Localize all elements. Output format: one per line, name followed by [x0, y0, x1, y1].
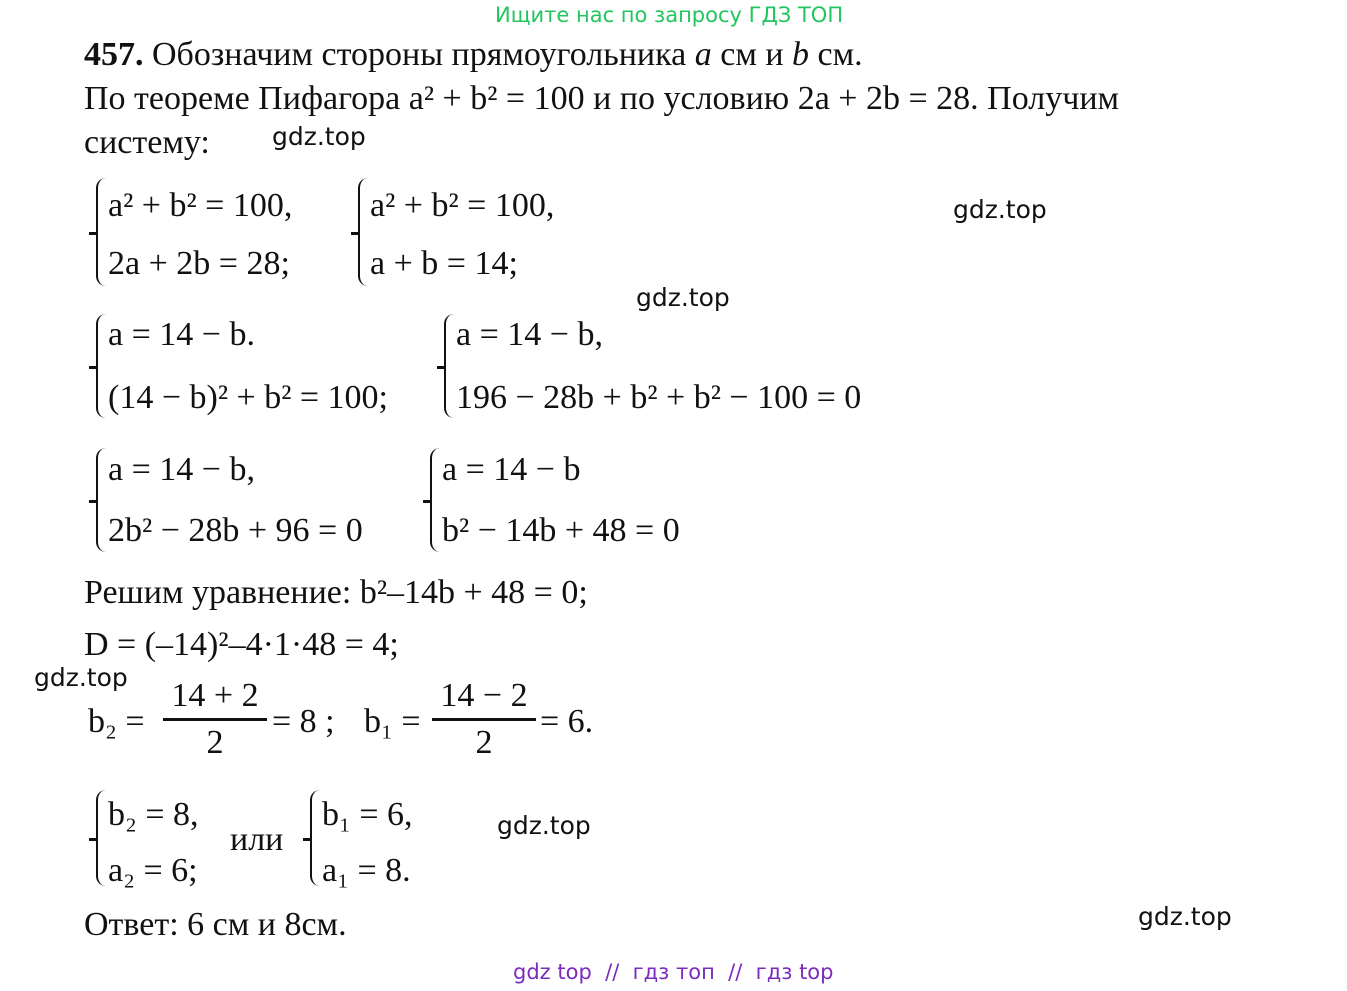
problem-number: 457. [84, 36, 144, 73]
root-b1-denominator: 2 [475, 723, 493, 761]
root-b2-rhs: = 8 ; [272, 703, 335, 740]
watermark: gdz.top [1138, 902, 1232, 931]
system-7-row-2: a₂ = 6; [108, 852, 198, 889]
cm-end: см. [817, 36, 863, 73]
system-1-row-2: 2a + 2b = 28; [108, 245, 290, 282]
solve-equation: b²–14b + 48 = 0; [359, 574, 588, 611]
system-8-row-1: b₁ = 6, [322, 796, 413, 833]
solve-label: Решим уравнение: [84, 574, 352, 611]
system-4-row-1: a = 14 − b, [456, 316, 603, 353]
watermark: gdz.top [497, 811, 591, 840]
system-5-row-2: 2b² − 28b + 96 = 0 [108, 512, 363, 549]
cm-and: см и [720, 36, 784, 73]
fraction-bar [432, 718, 536, 721]
watermark: gdz.top [34, 663, 128, 692]
system-1-row-1: a² + b² = 100, [108, 187, 293, 224]
system-7-row-1: b₂ = 8, [108, 796, 199, 833]
or-connector: или [230, 821, 284, 858]
system-6-row-1: a = 14 − b [442, 451, 581, 488]
discriminant: D = (–14)²–4·1·48 = 4; [84, 626, 399, 663]
pythagoras-equation: a² + b² = 100 [408, 80, 585, 117]
line2-suffix: Получим [987, 80, 1120, 117]
answer: Ответ: 6 см и 8см. [84, 906, 347, 943]
intro-text: Обозначим стороны прямоугольника [152, 36, 687, 73]
system-2-row-2: a + b = 14; [370, 245, 518, 282]
perimeter-equation: 2a + 2b = 28. [797, 80, 979, 117]
solve-line [84, 573, 588, 613]
line2-prefix: По теореме Пифагора [84, 80, 401, 117]
root-b1-fraction [432, 676, 536, 763]
system-3-row-1: a = 14 − b. [108, 316, 255, 353]
watermark: gdz.top [636, 283, 730, 312]
system-4-row-2: 196 − 28b + b² + b² − 100 = 0 [456, 379, 862, 416]
system-3-row-2: (14 − b)² + b² = 100; [108, 379, 389, 416]
system-2-row-1: a² + b² = 100, [370, 187, 555, 224]
footer-links: gdz top // гдз топ // гдз top [513, 960, 834, 984]
root-b1-lhs: b₁ = [364, 703, 421, 740]
line2-mid: и по условию [593, 80, 790, 117]
problem-statement-line-1 [84, 35, 863, 75]
root-b2-denominator: 2 [206, 723, 224, 761]
watermark: gdz.top [272, 122, 366, 151]
system-5-row-1: a = 14 − b, [108, 451, 255, 488]
root-b2-numerator: 14 + 2 [171, 677, 259, 714]
system-8-row-2: a₁ = 8. [322, 852, 411, 889]
top-banner: Ищите нас по запросу ГДЗ ТОП [495, 3, 844, 27]
problem-statement-line-2 [84, 79, 1119, 119]
problem-statement-line-3: систему: [84, 124, 210, 161]
watermark: gdz.top [953, 195, 1047, 224]
var-b: b [792, 36, 810, 73]
system-6-row-2: b² − 14b + 48 = 0 [442, 512, 680, 549]
var-a: a [694, 36, 712, 73]
root-b2-lhs: b₂ = [88, 703, 145, 740]
root-b2-fraction [163, 676, 267, 763]
fraction-bar [163, 718, 267, 721]
root-b1-numerator: 14 − 2 [440, 677, 528, 714]
root-b1-rhs: = 6. [540, 703, 594, 740]
